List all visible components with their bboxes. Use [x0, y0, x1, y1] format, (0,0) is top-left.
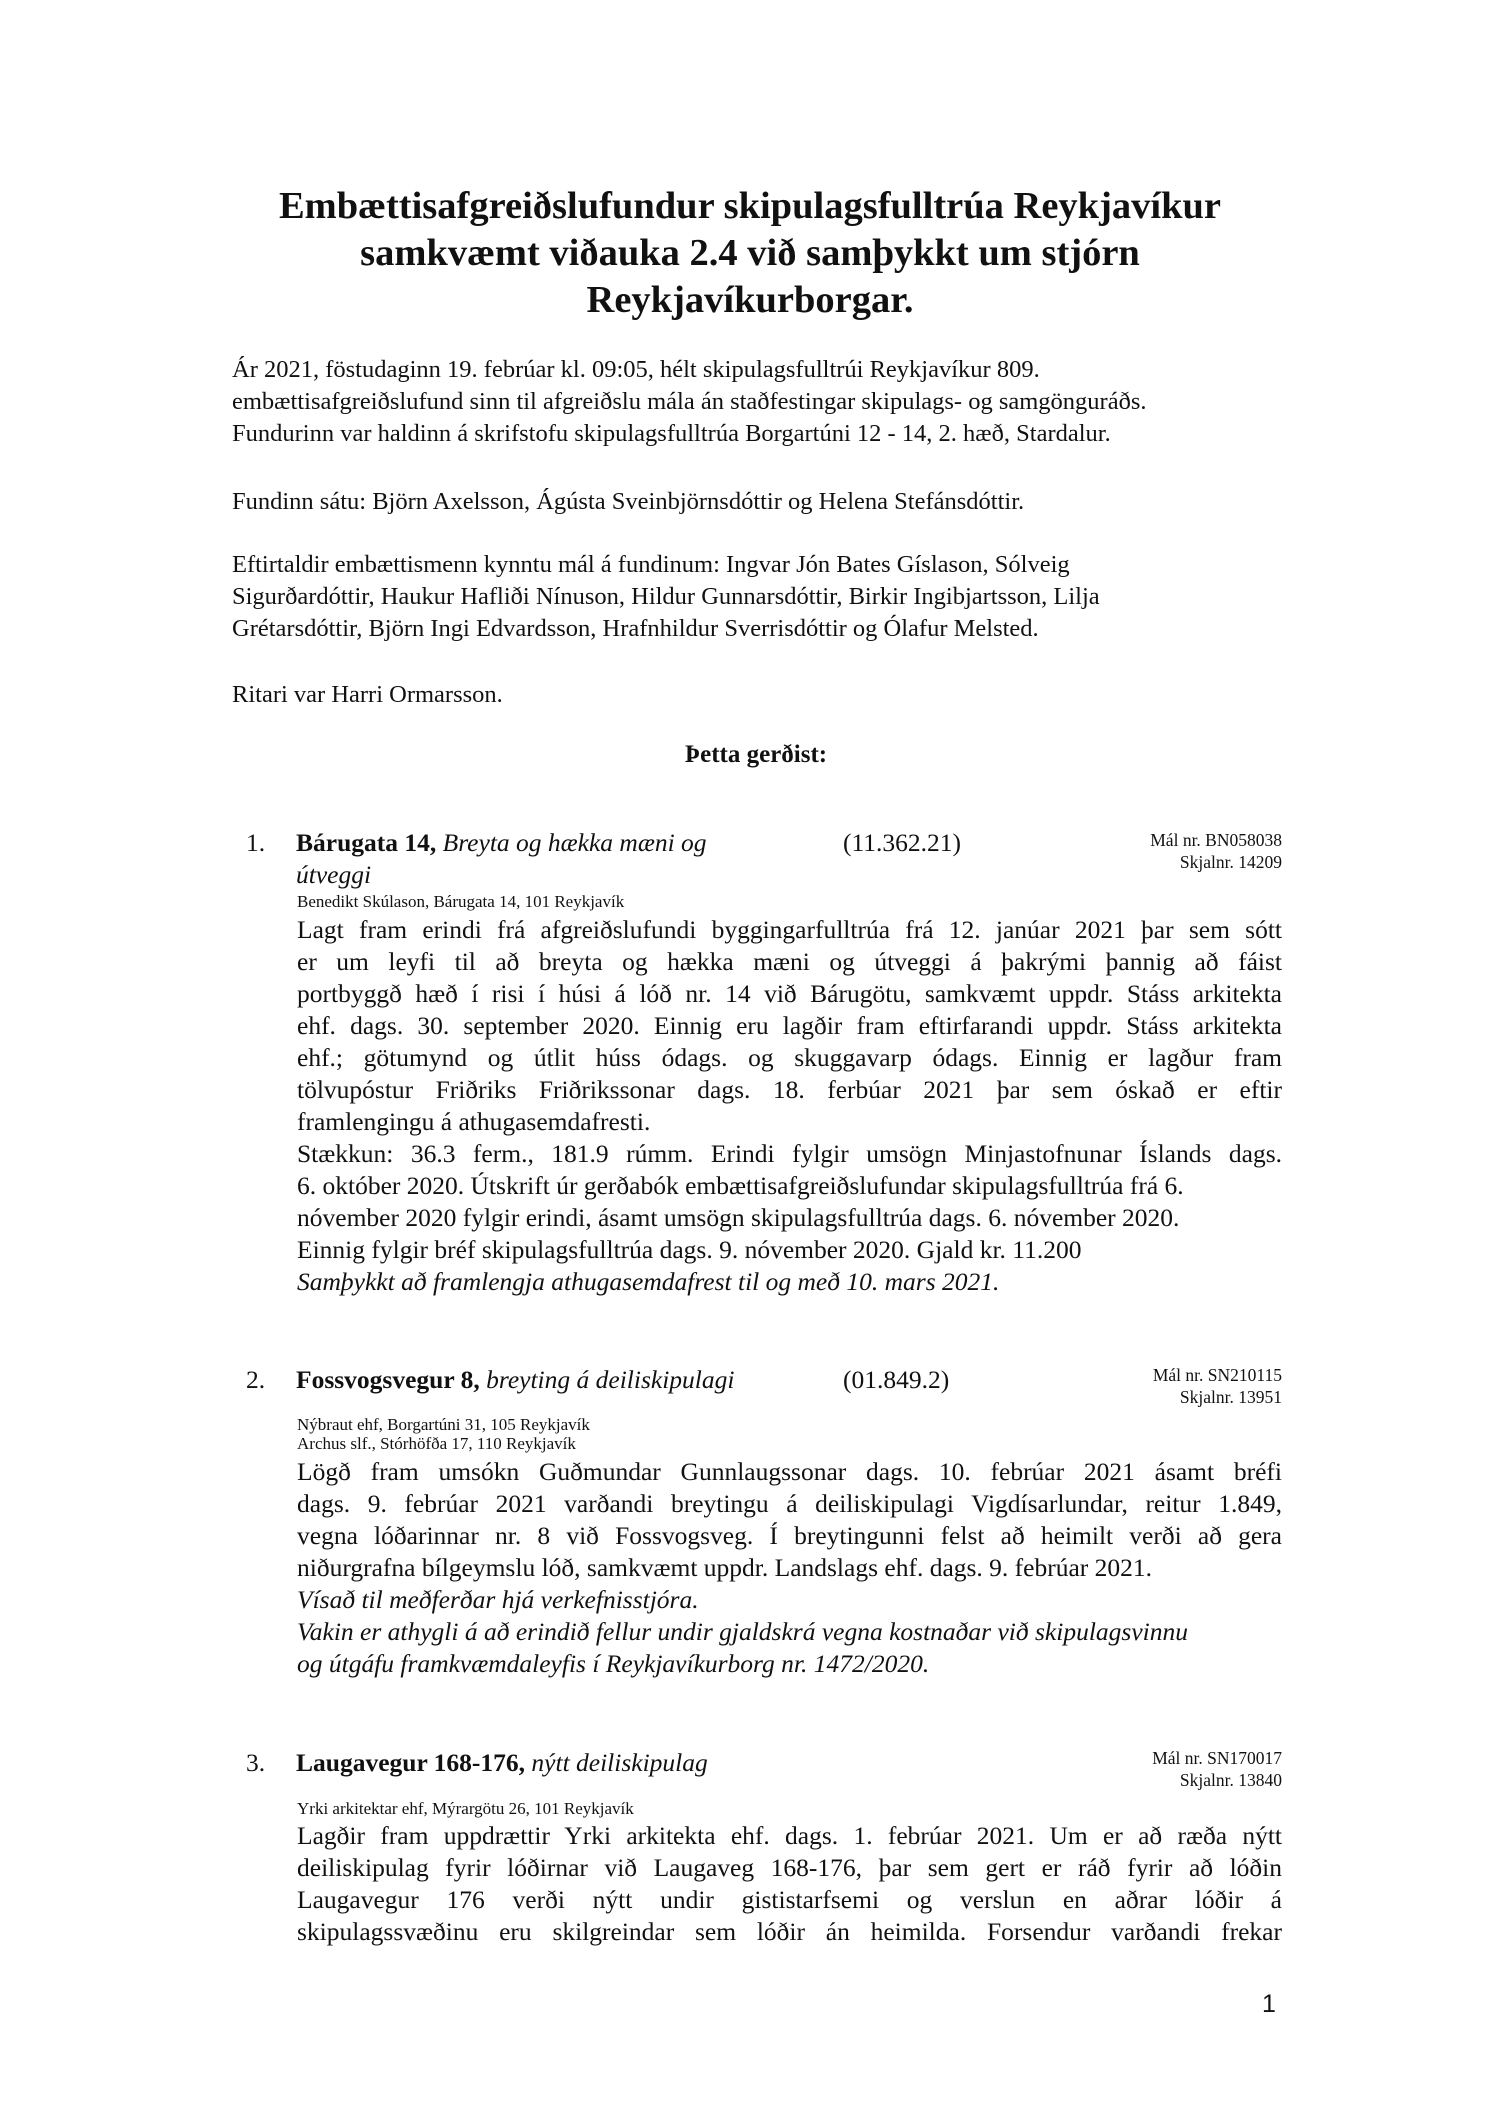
case-text-line: nóvember 2020 fylgir erindi, ásamt umsögn skipulagsfulltrúa dags. 6. nóvember 2020.	[297, 1203, 1180, 1232]
case-applicants	[297, 1415, 590, 1453]
case-text-line: Einnig fylgir bréf skipulagsfulltrúa dags. 9. nóvember 2020. Gjald kr. 11.200	[297, 1235, 1082, 1264]
attendees-paragraph	[232, 486, 1312, 518]
officials-line: Grétarsdóttir, Björn Ingi Edvardsson, Hrafnhildur Sverrisdóttir og Ólafur Melsted.	[232, 615, 1039, 642]
case-no: Mál nr. BN058038	[1150, 830, 1282, 850]
case-text-line: tölvupóstur Friðriks Friðrikssonar dags. 18. ferbúar 2021 þar sem óskað er eftir	[297, 1075, 1282, 1104]
intro-paragraph	[232, 354, 1312, 450]
applicant: Benedikt Skúlason, Bárugata 14, 101 Reykjavík	[297, 892, 625, 911]
case-text-line: portbyggð hæð í risi í húsi á lóð nr. 14 við Bárugötu, samkvæmt uppdr. Stáss arkitekta	[297, 979, 1282, 1008]
case-text-line: dags. 9. febrúar 2021 varðandi breytingu á deiliskipulagi Vigdísarlundar, reitur 1.849,	[297, 1489, 1282, 1518]
case-header	[246, 1747, 1282, 1790]
case-code: (01.849.2)	[843, 1365, 950, 1394]
title-line: Reykjavíkurborgar.	[586, 279, 914, 321]
case-body	[297, 914, 1282, 1298]
case-decision: og útgáfu framkvæmdaleyfis í Reykjavíkurborg nr. 1472/2020.	[297, 1649, 930, 1678]
case-number: 2.	[246, 1365, 266, 1394]
doc-no: Skjalnr. 13951	[1179, 1387, 1282, 1407]
applicant: Archus slf., Stórhöfða 17, 110 Reykjavík	[297, 1434, 576, 1453]
case-text-line: er um leyfi til að breyta og hækka mæni og útveggi á þakrými þannig að fáist	[297, 947, 1282, 976]
case-number: 3.	[246, 1748, 266, 1777]
title-line: samkvæmt viðauka 2.4 við samþykkt um stjórn	[360, 232, 1140, 274]
case-name: Laugavegur 168-176,	[296, 1748, 526, 1777]
applicant: Nýbraut ehf, Borgartúni 31, 105 Reykjavík	[297, 1415, 590, 1434]
case-header	[246, 1364, 1282, 1407]
case-reference	[1152, 1747, 1282, 1791]
case-body	[297, 1820, 1282, 1948]
case-text-line: Stækkun: 36.3 ferm., 181.9 rúmm. Erindi fylgir umsögn Minjastofnunar Íslands dags.	[297, 1139, 1282, 1168]
case-body	[297, 1456, 1282, 1680]
case-text-line: ehf. dags. 30. september 2020. Einnig eru lagðir fram eftirfarandi uppdr. Stáss arkitekta	[297, 1011, 1282, 1040]
case-reference	[1150, 829, 1282, 873]
case-no: Mál nr. SN170017	[1152, 1748, 1282, 1768]
case-title	[296, 1364, 856, 1396]
case-title	[296, 827, 856, 891]
officials-line: Sigurðardóttir, Haukur Hafliði Nínuson, Hildur Gunnarsdóttir, Birkir Ingibjartsson, Lilja	[232, 583, 1100, 610]
case-decision: Vísað til meðferðar hjá verkefnisstjóra.	[297, 1585, 699, 1614]
case-text-line: vegna lóðarinnar nr. 8 við Fossvogsveg. Í breytingunni felst að heimilt verði að gera	[297, 1521, 1282, 1550]
case-text-line: Laugavegur 176 verði nýtt undir gististarfsemi og verslun en aðrar lóðir á	[297, 1885, 1282, 1914]
case-decision: Samþykkt að framlengja athugasemdafrest til og með 10. mars 2021.	[297, 1267, 1000, 1296]
case-applicants	[297, 1799, 634, 1818]
intro-line: Fundurinn var haldinn á skrifstofu skipulagsfulltrúa Borgartúni 12 - 14, 2. hæð, Stardalur.	[232, 420, 1111, 447]
case-number: 1.	[246, 828, 266, 857]
title-line: Embættisafgreiðslufundur skipulagsfulltrúa Reykjavíkur	[278, 185, 1221, 227]
case-applicants	[297, 892, 624, 911]
case-text-line: 6. október 2020. Útskrift úr gerðabók embættisafgreiðslufundar skipulagsfulltrúa frá 6.	[297, 1171, 1184, 1200]
case-title	[296, 1747, 856, 1779]
case-header	[246, 827, 1282, 893]
case-name: Fossvogsvegur 8,	[296, 1365, 480, 1394]
case-text-line: framlengingu á athugasemdafresti.	[297, 1107, 651, 1136]
case-text-line: Lögð fram umsókn Guðmundar Gunnlaugssonar dags. 10. febrúar 2021 ásamt bréfi	[297, 1457, 1282, 1486]
page-number: 1	[1262, 1990, 1276, 2018]
page-title	[180, 183, 1320, 324]
secretary-paragraph	[232, 679, 1312, 711]
case-text-line: skipulagssvæðinu eru skilgreindar sem lóðir án heimilda. Forsendur varðandi frekar	[297, 1917, 1282, 1946]
attendees-line: Fundinn sátu: Björn Axelsson, Ágústa Sveinbjörnsdóttir og Helena Stefánsdóttir.	[232, 488, 1025, 515]
case-text-line: deiliskipulag fyrir lóðirnar við Laugaveg 168-176, þar sem gert er ráð fyrir að lóðin	[297, 1853, 1282, 1882]
case-subject: breyting á deiliskipulagi	[486, 1365, 735, 1394]
case-text-line: Lagt fram erindi frá afgreiðslufundi byggingarfulltrúa frá 12. janúar 2021 þar sem sótt	[297, 915, 1282, 944]
case-text-line: ehf.; götumynd og útlit húss ódags. og skuggavarp ódags. Einnig er lagður fram	[297, 1043, 1282, 1072]
intro-line: embættisafgreiðslufund sinn til afgreiðslu mála án staðfestingar skipulags- og samgönguráðs.	[232, 388, 1147, 415]
doc-no: Skjalnr. 13840	[1179, 1770, 1282, 1790]
case-decision: Vakin er athygli á að erindið fellur undir gjaldskrá vegna kostnaðar við skipulagsvinnu	[297, 1617, 1188, 1646]
case-reference	[1153, 1364, 1282, 1408]
case-name: Bárugata 14,	[296, 828, 437, 857]
section-heading: Þetta gerðist:	[684, 741, 828, 768]
intro-line: Ár 2021, föstudaginn 19. febrúar kl. 09:05, hélt skipulagsfulltrúi Reykjavíkur 809.	[232, 356, 1040, 383]
case-subject-continued: útveggi	[296, 860, 372, 889]
case-text-line: Lagðir fram uppdrættir Yrki arkitekta ehf. dags. 1. febrúar 2021. Um er að ræða nýtt	[297, 1821, 1282, 1850]
case-code: (11.362.21)	[843, 828, 962, 857]
case-subject: Breyta og hækka mæni og	[442, 828, 707, 857]
officials-paragraph	[232, 549, 1312, 645]
applicant: Yrki arkitektar ehf, Mýrargötu 26, 101 Reykjavík	[297, 1799, 634, 1818]
case-text-line: niðurgrafna bílgeymslu lóð, samkvæmt uppdr. Landslags ehf. dags. 9. febrúar 2021.	[297, 1553, 1153, 1582]
case-subject: nýtt deiliskipulag	[531, 1748, 708, 1777]
doc-no: Skjalnr. 14209	[1179, 852, 1282, 872]
secretary-line: Ritari var Harri Ormarsson.	[232, 681, 503, 708]
officials-line: Eftirtaldir embættismenn kynntu mál á fundinum: Ingvar Jón Bates Gíslason, Sólveig	[232, 551, 1070, 578]
case-no: Mál nr. SN210115	[1152, 1365, 1282, 1385]
